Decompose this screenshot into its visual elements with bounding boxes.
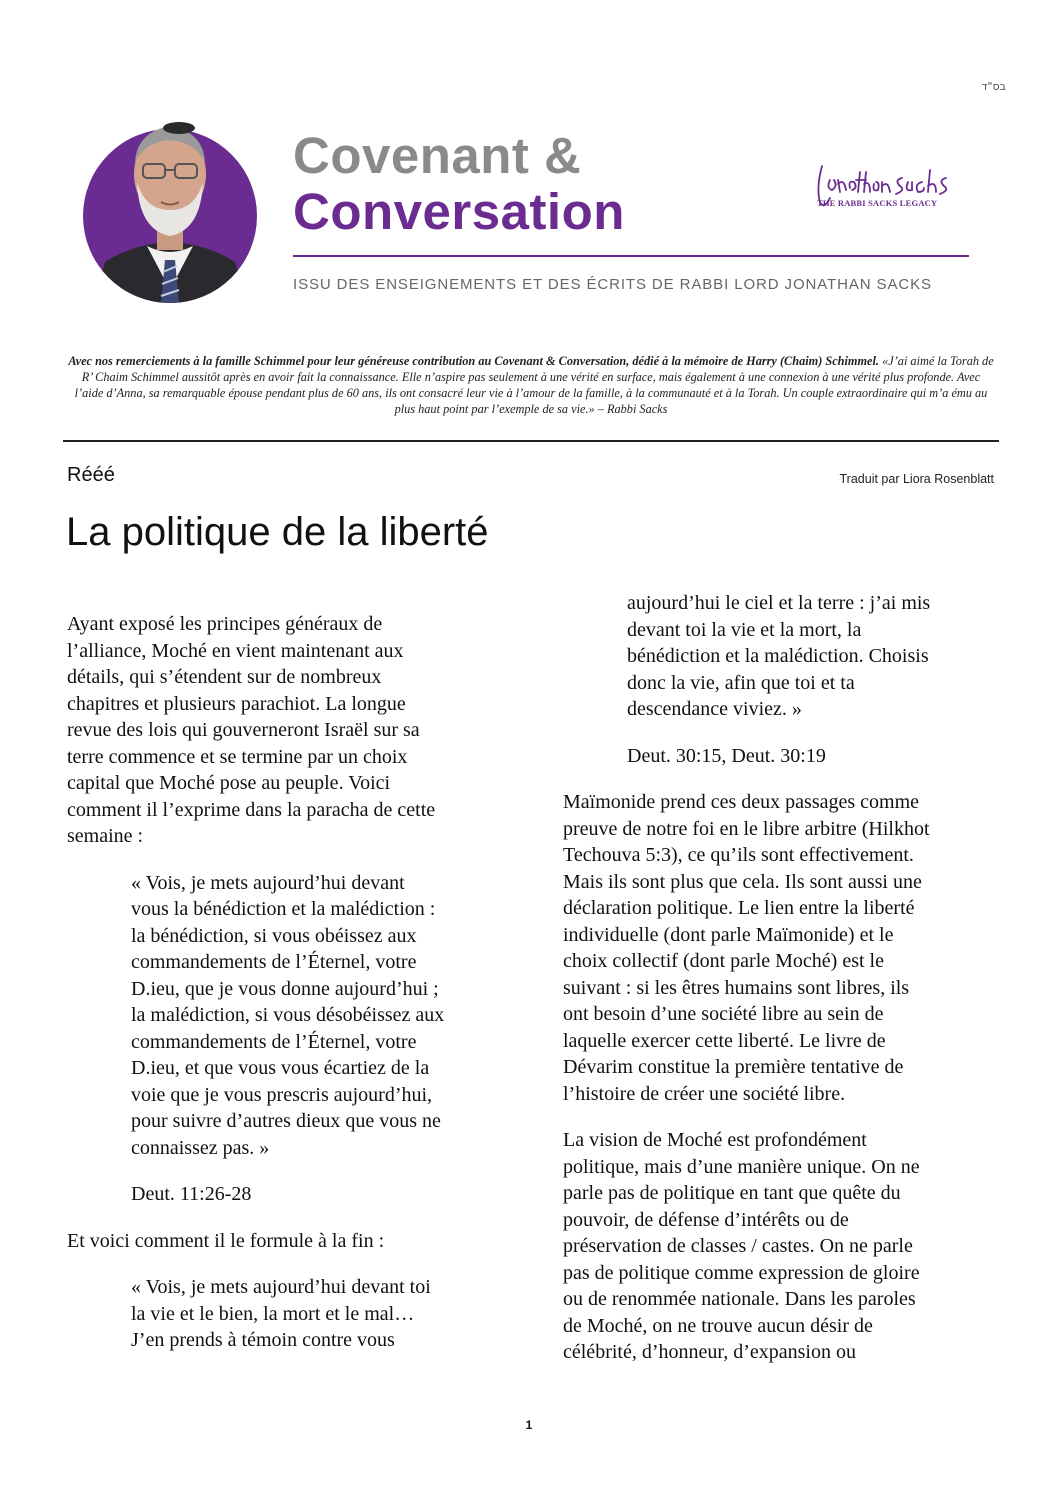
dedication-text xyxy=(66,353,996,417)
section-divider xyxy=(63,440,999,442)
translator-credit: Traduit par Liora Rosenblatt xyxy=(839,472,994,486)
quote-block: « Vois, je mets aujourd’hui devant toi la vie et le bien, la mort et le mal… J’en prends à témoin contre vous xyxy=(131,1276,431,1351)
quote-reference: Deut. 30:15, Deut. 30:19 xyxy=(627,744,826,767)
paragraph: La vision de Moché est profondément politique, mais d’une manière unique. On ne parle pas de politique en tant que quête du pouvoir, de défense d’intérêts ou de préservation de classes / castes. On ne parle pas de politique comme expression de gloire ou de renommée nationale. Dans les paroles de Moché, on ne trouve aucun désir de célébrité, d’honneur, d’expansion ou xyxy=(563,1129,920,1363)
bsd-mark: בס"ד xyxy=(981,80,1006,93)
title-conversation: Conversation xyxy=(293,183,625,240)
header-divider xyxy=(293,255,969,257)
paragraph: Maïmonide prend ces deux passages comme preuve de notre foi en le libre arbitre (Hilkhot Techouva 5:3), ce qu’ils sont effectivement. Mais ils sont plus que cela. Ils sont aussi une déclaration politique. Le lien entre la liberté individuelle (dont parle Maïmonide) et le choix collectif (dont parle Moché) est le suivant : si les êtres humains sont libres, ils ont besoin d’une société libre au sein de laquelle exercer cette liberté. Le livre de Dévarim constitue la première tentative de l’histoire de créer une société libre. xyxy=(563,791,930,1105)
column-right xyxy=(563,590,993,1366)
paragraph: Et voici comment il le formule à la fin : xyxy=(67,1229,385,1252)
page-number: 1 xyxy=(525,1418,533,1432)
quote-block-continued: aujourd’hui le ciel et la terre : j’ai mis devant toi la vie et la mort, la bénédiction et la malédiction. Choisis donc la vie, afin que toi et ta descendance viviez. » xyxy=(627,592,931,720)
dedication-bold: Avec nos remerciements à la famille Schimmel pour leur généreuse contribution au Covenant & Conversation, dédié à la mémoire de Harry (Chaim) Schimmel. xyxy=(68,354,880,368)
quote-block: « Vois, je mets aujourd’hui devant vous la bénédiction et la malédiction : la bénédiction, si vous obéissez aux commandements de l’Éternel, votre D.ieu, que je vous donne aujourd’hui ; la malédiction, si vous désobéissez aux commandements de l’Éternel, votre D.ieu, et que vous vous écartiez de la voie que je vous prescris aujourd’hui, pour suivre d’autres dieux que vous ne connaissez pas. » xyxy=(131,871,445,1159)
column-left xyxy=(67,611,507,1354)
title-covenant: Covenant & xyxy=(293,127,582,184)
header-subtitle: ISSU DES ENSEIGNEMENTS ET DES ÉCRITS DE RABBI LORD JONATHAN SACKS xyxy=(293,276,932,293)
parasha-name: Rééé xyxy=(67,464,115,486)
legacy-label: THE RABBI SACKS LEGACY xyxy=(817,198,938,208)
paragraph: Ayant exposé les principes généraux de l’alliance, Moché en vient maintenant aux détails, qui s’étendent sur de nombreux chapitres et plusieurs parachiot. La longue revue des lois qui gouverneront Israël sur sa terre commence et se termine par un choix capital que Moché pose au peuple. Voici comment il l’exprime dans la paracha de cette semaine : xyxy=(67,613,436,847)
quote-reference: Deut. 11:26-28 xyxy=(131,1183,252,1205)
portrait-image xyxy=(83,112,257,304)
dedication-rest: «J’ai aimé la Torah de R’ Chaim Schimmel aussitôt après en avoir fait la connaissance. Elle n’aspire pas seulement à une vérité en surface, mais également à une connexion à une vérité plus profonde. Avec l’aide d’Anna, sa remarquable épouse pendant plus de 60 ans, ils ont consacré leur vie à l’amour de la famille, à la communauté et à la Torah. Un couple extraordinaire qui m’a ému au plus haut point par l’exemple de sa vie.» – Rabbi Sacks xyxy=(74,354,994,416)
article-title: La politique de la liberté xyxy=(66,510,489,554)
